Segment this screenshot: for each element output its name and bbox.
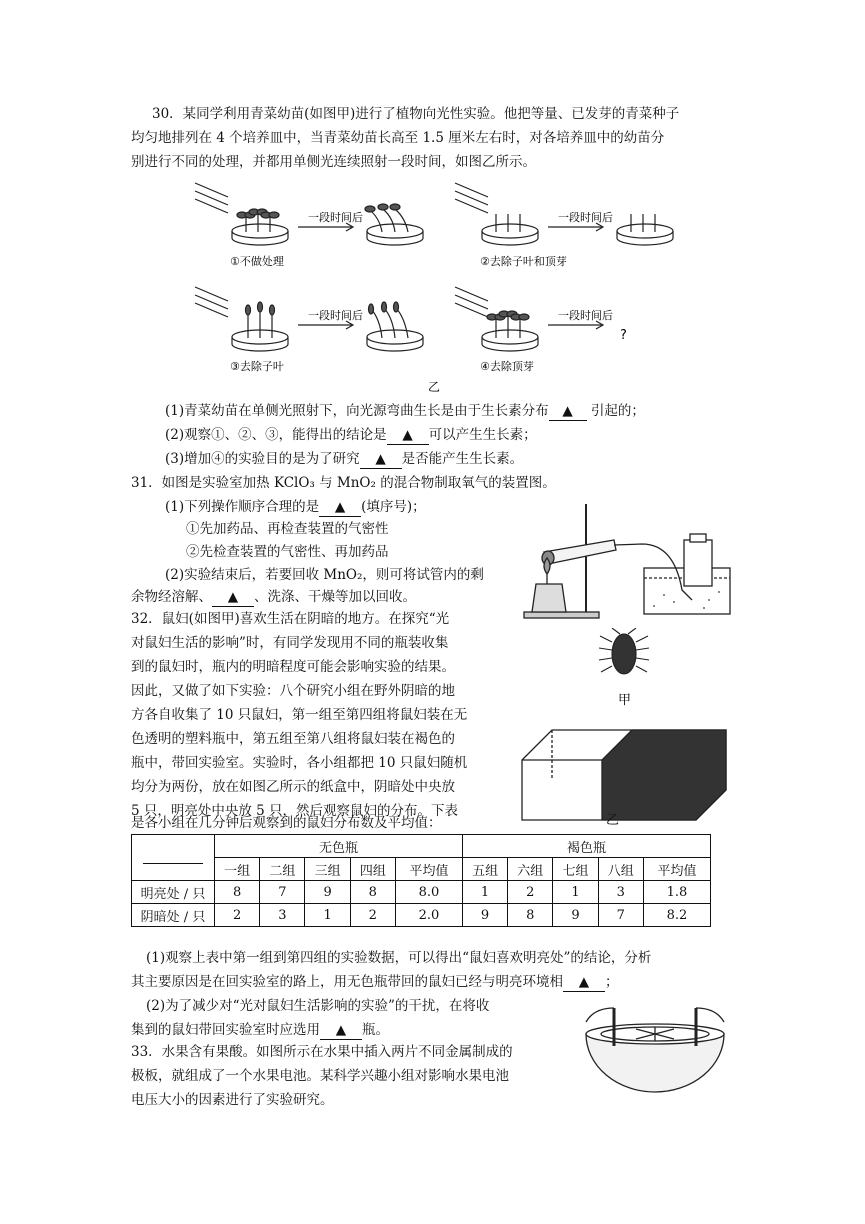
table-cell: 1 bbox=[305, 904, 350, 927]
table-cell: 3 bbox=[260, 904, 305, 927]
table-cell: 8.0 bbox=[395, 881, 462, 904]
answer-blank[interactable]: ▲ bbox=[563, 973, 605, 992]
q32-sub-1a: (1)观察上表中第一组到第四组的实验数据，可以得出“鼠妇喜欢明亮处”的结论，分析 bbox=[146, 950, 652, 966]
answer-blank[interactable]: ▲ bbox=[387, 426, 429, 445]
q31-sub-1: (1)下列操作顺序合理的是 ▲ (填序号)； bbox=[165, 499, 426, 515]
plant-phototropism-figure bbox=[190, 175, 700, 397]
table-cell: 8 bbox=[350, 881, 395, 904]
q31-line-1: 31．如图是实验室加热 KClO₃ 与 MnO₂ 的混合物制取氧气的装置图。 bbox=[131, 475, 556, 491]
table-cell: 9 bbox=[305, 881, 350, 904]
q31-sub-2a: (2)实验结束后，若要回收 MnO₂，则可将试管内的剩 bbox=[165, 567, 484, 583]
answer-blank[interactable]: ▲ bbox=[212, 588, 254, 607]
subheader: 六组 bbox=[508, 858, 553, 881]
table-cell: 9 bbox=[553, 904, 598, 927]
arrow-label-4: 一段时间后 bbox=[558, 309, 613, 322]
table-cell: 1 bbox=[462, 881, 507, 904]
q30-line-2: 均匀地排列在 4 个培养皿中，当青菜幼苗长高至 1.5 厘米左右时，对各培养皿中的幼苗分 bbox=[131, 130, 665, 146]
q32-sub-1b: 其主要原因是在回实验室的路上，用无色瓶带回的鼠妇已经与明亮环境相 ▲ ； bbox=[131, 974, 619, 990]
q33-line-3: 电压大小的因素进行了实验研究。 bbox=[131, 1092, 334, 1108]
answer-blank[interactable]: ▲ bbox=[360, 450, 402, 469]
table-cell: 2.0 bbox=[395, 904, 462, 927]
arrow-label-1: 一段时间后 bbox=[308, 211, 363, 224]
q32-line-8: 均分为两份，放在如图乙所示的纸盒中，阴暗处中央放 bbox=[131, 779, 455, 795]
table-cell: 2 bbox=[215, 904, 260, 927]
table-cell: 8 bbox=[508, 904, 553, 927]
row-label: 阴暗处 / 只 bbox=[132, 904, 215, 927]
table-row bbox=[132, 904, 711, 927]
woodlouse-data-table bbox=[131, 834, 711, 927]
q32-line-6: 色透明的塑料瓶中，第五组至第八组将鼠妇装在褐色的 bbox=[131, 731, 455, 747]
answer-blank[interactable]: ▲ bbox=[549, 402, 587, 421]
table-cell: 3 bbox=[598, 881, 643, 904]
panel-label-1: ①不做处理 bbox=[230, 255, 284, 268]
panel-label-2: ②去除子叶和顶芽 bbox=[480, 255, 567, 268]
question-mark: ? bbox=[620, 328, 627, 343]
q33-line-1: 33．水果含有果酸。如图所示在水果中插入两片不同金属制成的 bbox=[131, 1044, 513, 1060]
q32-line-3: 到的鼠妇时，瓶内的明暗程度可能会影响实验的结果。 bbox=[131, 659, 455, 675]
woodlouse-figure bbox=[596, 628, 656, 708]
subheader: 五组 bbox=[462, 858, 507, 881]
panel-label-4: ④去除顶芽 bbox=[480, 360, 534, 373]
q31-sub-2b: 余物经溶解、 ▲ 、洗涤、干燥等加以回收。 bbox=[131, 589, 416, 605]
q30-sub-3: (3)增加④的实验目的是为了研究 ▲ 是否能产生生长素。 bbox=[165, 451, 524, 467]
figure-caption-yi: 乙 bbox=[428, 380, 441, 394]
arrow-label-2: 一段时间后 bbox=[558, 211, 613, 224]
arrow-label-3: 一段时间后 bbox=[308, 309, 363, 322]
subheader: 一组 bbox=[215, 858, 260, 881]
oxygen-apparatus-figure bbox=[514, 500, 734, 622]
fruit-battery-figure bbox=[574, 1000, 736, 1096]
subheader: 平均值 bbox=[395, 858, 462, 881]
figure-label-yi: 乙 bbox=[606, 813, 620, 828]
header-brown-bottle: 褐色瓶 bbox=[462, 835, 710, 858]
figure-label-jia: 甲 bbox=[618, 693, 632, 708]
panel-label-3: ③去除子叶 bbox=[230, 360, 284, 373]
answer-blank[interactable]: ▲ bbox=[320, 1021, 362, 1040]
q32-sub-2a: (2)为了减少对“光对鼠妇生活影响的实验”的干扰，在将收 bbox=[146, 998, 490, 1014]
q32-line-2: 对鼠妇生活的影响”时，有同学发现用不同的瓶装收集 bbox=[131, 635, 449, 651]
table-cell: 8.2 bbox=[643, 904, 710, 927]
q30-sub-2: (2)观察①、②、③，能得出的结论是 ▲ 可以产生生长素； bbox=[165, 427, 537, 443]
table-cell: 1 bbox=[553, 881, 598, 904]
table-cell: 2 bbox=[508, 881, 553, 904]
subheader: 三组 bbox=[305, 858, 350, 881]
table-cell: 7 bbox=[260, 881, 305, 904]
subheader: 八组 bbox=[598, 858, 643, 881]
q33-line-2: 极板，就组成了一个水果电池。某科学兴趣小组对影响水果电池 bbox=[131, 1068, 509, 1084]
answer-blank[interactable]: ▲ bbox=[319, 498, 361, 517]
table-cell: 1.8 bbox=[643, 881, 710, 904]
q32-line-10: 是各小组在几分钟后观察到的鼠妇分布数及平均值： bbox=[131, 815, 442, 831]
q32-sub-2b: 集到的鼠妇带回实验室时应选用 ▲ 瓶。 bbox=[131, 1022, 389, 1038]
table-row bbox=[132, 881, 711, 904]
subheader: 二组 bbox=[260, 858, 305, 881]
paper-box-figure bbox=[514, 720, 734, 830]
table-cell: 8 bbox=[215, 881, 260, 904]
q31-option-2: ②先检查装置的气密性、再加药品 bbox=[186, 544, 389, 560]
q30-line-1: 30．某同学利用青菜幼苗(如图甲)进行了植物向光性实验。他把等量、已发芽的青菜种子 bbox=[152, 106, 680, 122]
table-cell: 7 bbox=[598, 904, 643, 927]
q32-line-9: 5 只，明亮处中央放 5 只，然后观察鼠妇的分布。下表 bbox=[131, 803, 459, 819]
table-corner bbox=[132, 835, 215, 881]
q32-line-5: 方各自收集了 10 只鼠妇，第一组至第四组将鼠妇装在无 bbox=[131, 707, 468, 723]
subheader: 平均值 bbox=[643, 858, 710, 881]
subheader: 四组 bbox=[350, 858, 395, 881]
q30-line-3: 别进行不同的处理，并都用单侧光连续照射一段时间，如图乙所示。 bbox=[131, 154, 536, 170]
header-colorless-bottle: 无色瓶 bbox=[215, 835, 463, 858]
q32-line-7: 瓶中，带回实验室。实验时，各小组都把 10 只鼠妇随机 bbox=[131, 755, 468, 771]
q30-sub-1: (1)青菜幼苗在单侧光照射下，向光源弯曲生长是由于生长素分布 ▲ 引起的； bbox=[165, 403, 645, 419]
subheader: 七组 bbox=[553, 858, 598, 881]
q32-line-4: 因此，又做了如下实验：八个研究小组在野外阴暗的地 bbox=[131, 683, 455, 699]
q31-option-1: ①先加药品、再检查装置的气密性 bbox=[186, 521, 389, 537]
table-cell: 2 bbox=[350, 904, 395, 927]
table-cell: 9 bbox=[462, 904, 507, 927]
row-label: 明亮处 / 只 bbox=[132, 881, 215, 904]
q32-line-1: 32．鼠妇(如图甲)喜欢生活在阴暗的地方。在探究“光 bbox=[131, 611, 450, 627]
